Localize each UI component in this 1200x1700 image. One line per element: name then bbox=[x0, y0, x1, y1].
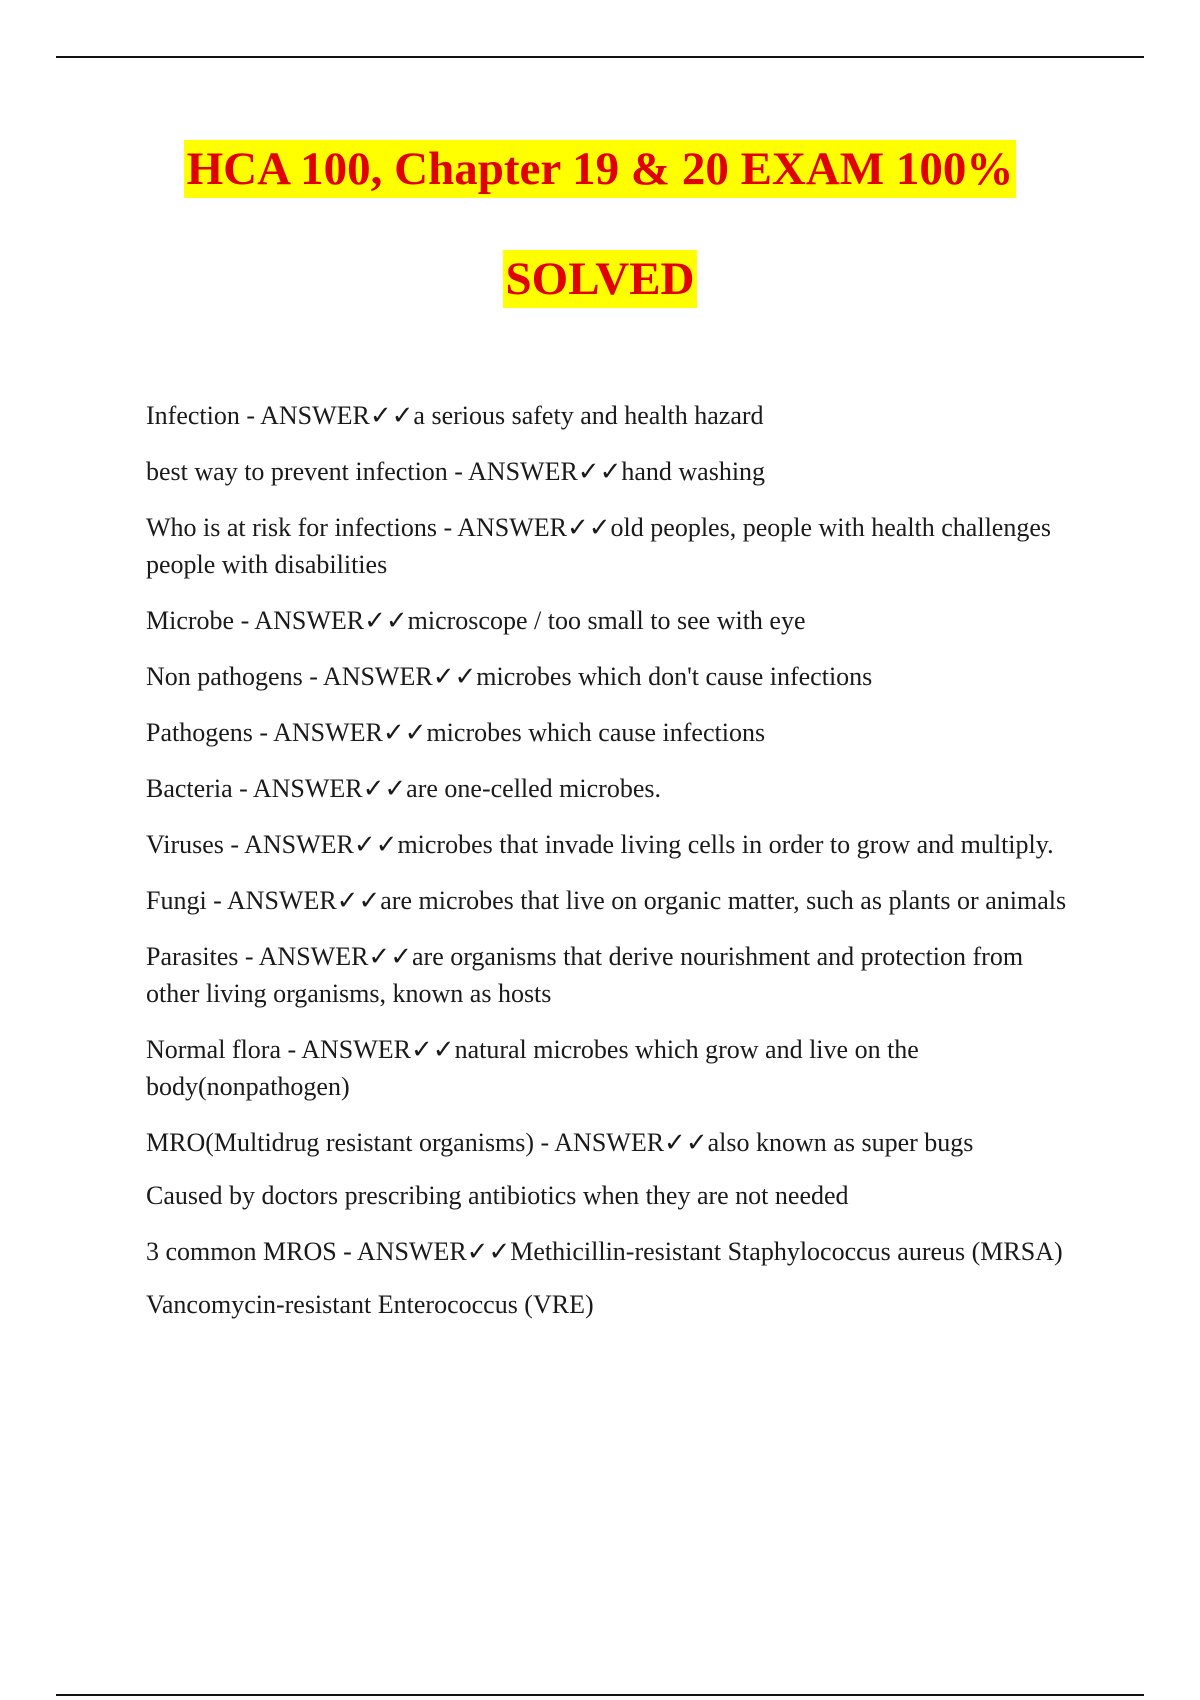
qa-item: Caused by doctors prescribing antibiotics when they are not needed bbox=[146, 1181, 849, 1210]
qa-item: Who is at risk for infections - ANSWER✓✓old peoples, people with health challenges people with disabilities bbox=[146, 513, 1051, 579]
qa-item: Pathogens - ANSWER✓✓microbes which cause infections bbox=[146, 718, 766, 747]
qa-item: MRO(Multidrug resistant organisms) - ANSWER✓✓also known as super bugs bbox=[146, 1128, 974, 1157]
title-line-1: HCA 100, Chapter 19 & 20 EXAM 100% bbox=[184, 140, 1017, 198]
qa-item: Viruses - ANSWER✓✓microbes that invade living cells in order to grow and multiply. bbox=[146, 830, 1054, 859]
qa-item: Parasites - ANSWER✓✓are organisms that derive nourishment and protection from other living organisms, known as hosts bbox=[146, 942, 1024, 1008]
qa-item: Fungi - ANSWER✓✓are microbes that live on organic matter, such as plants or animals bbox=[146, 886, 1067, 915]
qa-item: Non pathogens - ANSWER✓✓microbes which don't cause infections bbox=[146, 662, 873, 691]
qa-item: Normal flora - ANSWER✓✓natural microbes which grow and live on the body(nonpathogen) bbox=[146, 1035, 919, 1101]
qa-item: 3 common MROS - ANSWER✓✓Methicillin-resistant Staphylococcus aureus (MRSA) bbox=[146, 1237, 1063, 1266]
qa-item: best way to prevent infection - ANSWER✓✓hand washing bbox=[146, 457, 766, 486]
qa-item: Bacteria - ANSWER✓✓are one-celled microbes. bbox=[146, 774, 661, 803]
qa-item: Microbe - ANSWER✓✓microscope / too small to see with eye bbox=[146, 606, 806, 635]
qa-item: Infection - ANSWER✓✓a serious safety and health hazard bbox=[146, 401, 764, 430]
qa-list bbox=[146, 397, 1076, 1342]
document-title bbox=[0, 140, 1200, 308]
title-line-2: SOLVED bbox=[503, 250, 698, 308]
top-rule bbox=[56, 56, 1144, 58]
bottom-rule bbox=[56, 1694, 1144, 1696]
qa-item: Vancomycin-resistant Enterococcus (VRE) bbox=[146, 1290, 594, 1319]
